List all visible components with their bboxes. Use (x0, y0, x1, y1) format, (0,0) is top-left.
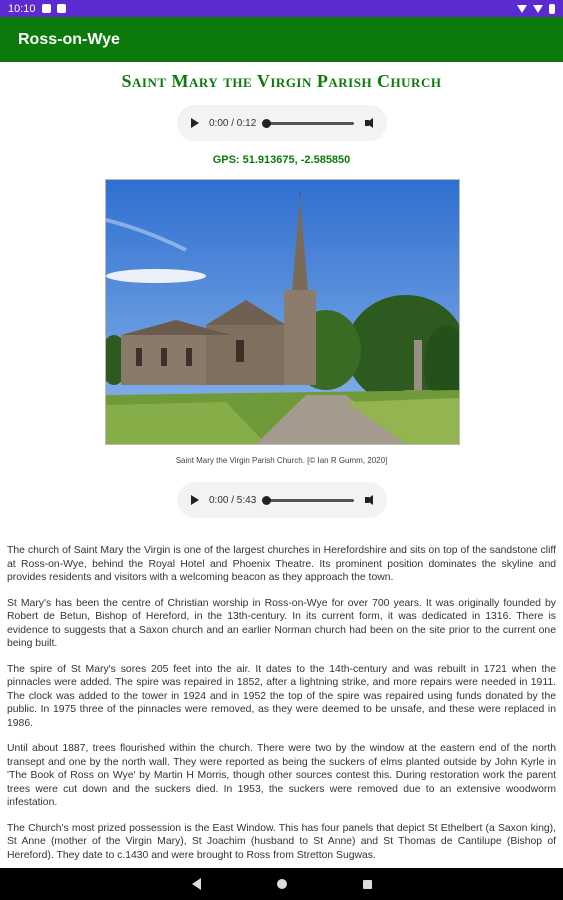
article-body (7, 544, 556, 868)
slider-knob[interactable] (262, 496, 271, 505)
play-icon[interactable] (191, 118, 199, 128)
slider-knob[interactable] (262, 119, 271, 128)
home-icon[interactable] (277, 879, 287, 889)
photo-caption: Saint Mary the Virgin Parish Church. [© Ian R Gumm, 2020] (175, 456, 388, 465)
app-title: Ross-on-Wye (18, 30, 120, 48)
volume-icon[interactable] (366, 495, 373, 505)
audio-progress-slider[interactable] (265, 499, 354, 502)
battery-icon (549, 4, 555, 14)
church-photo (105, 179, 460, 445)
paragraph: St Mary's has been the centre of Christian worship in Ross-on-Wye for over 700 years. It was originally founded by Robert de Betun, Bishop of Hereford, in the 13th-century. In its current form, it was dedicated in 1316. There is evidence to suggests that a Saxon church and an earlier Norman church had been on the site prior to the current one being built. (7, 597, 556, 649)
status-bar (0, 0, 563, 17)
audio-player-intro[interactable] (177, 105, 387, 141)
paragraph: The spire of St Mary's sores 205 feet into the air. It dates to the 14th-century and was rebuilt in 1721 when the pinnacles were added. The spire was repaired in 1852, after a lightning strike, and more repairs were needed in 1911. The clock was added to the tower in 1924 and in 1952 the top of the spire was repaired using funds donated by the public. In 1975 three of the pinnacles were removed, as they were deemed to be unsafe, and these were replaced in 1986. (7, 663, 556, 729)
paragraph: The Church's most prized possession is the East Window. This has four panels that depict St Ethelbert (a Saxon king), St Anne (mother of the Virgin Mary), St Joachim (husband to St Anne) and St Thomas de Cantilupe (Bishop of Hereford). They date to c.1430 and were brought to Ross from Stretton Sugwas. (7, 822, 556, 861)
sim-icon (57, 4, 66, 13)
notification-icon (42, 4, 51, 13)
audio-progress-slider[interactable] (265, 122, 354, 125)
gps-coordinates: GPS: 51.913675, -2.585850 (212, 154, 351, 166)
back-icon[interactable] (192, 878, 201, 890)
audio-player-narration[interactable] (177, 482, 387, 518)
wifi-icon (517, 5, 527, 13)
volume-icon[interactable] (366, 118, 373, 128)
recent-apps-icon[interactable] (363, 880, 372, 889)
audio-time: 0:00 / 0:12 (209, 117, 257, 129)
audio-time: 0:00 / 5:43 (209, 494, 257, 506)
church-photo-illustration (106, 180, 459, 444)
play-icon[interactable] (191, 495, 199, 505)
app-bar (0, 17, 563, 62)
paragraph: Until about 1887, trees flourished within the church. There were two by the window at the eastern end of the north transept and one by the north wall. They were reported as being the suckers of elms planted outside by John Kyrle in 'The Book of Ross on Wye' by Martin H Morris, though other sources contest this. During restoration work the parent trees were cut down and the suckers died. In 1953, the suckers were removed due to an extensive woodworm infestation. (7, 743, 556, 808)
signal-icon (533, 5, 543, 13)
status-time: 10:10 (8, 2, 36, 15)
page-content[interactable] (0, 62, 563, 868)
paragraph: The church of Saint Mary the Virgin is one of the largest churches in Herefordshire and sits on top of the sandstone cliff at Ross-on-Wye, behind the Royal Hotel and Phoenix Theatre. Its prominent position dominates the skyline and provides residents and visitors with a welcoming beacon as they approach the town. (7, 545, 556, 583)
system-nav-bar (0, 868, 563, 900)
page-title: Saint Mary the Virgin Parish Church (121, 71, 442, 91)
